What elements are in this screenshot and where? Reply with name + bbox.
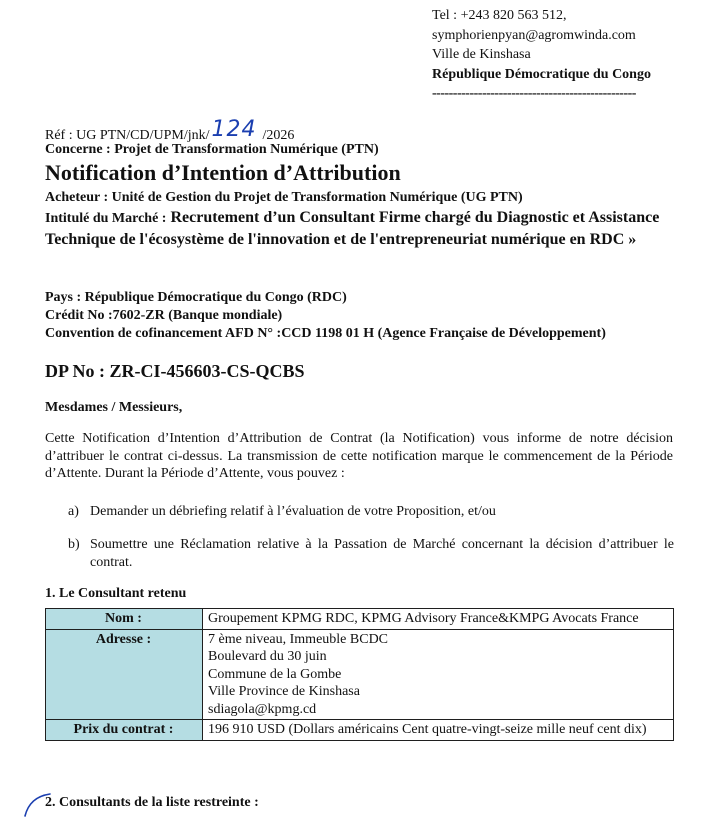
table-value: Groupement KPMG RDC, KPMG Advisory France&KMPG Avocats France (203, 609, 674, 630)
table-label: Prix du contrat : (46, 720, 203, 741)
option-marker: a) (68, 504, 79, 519)
contact-email: symphorienpyan@agromwinda.com (432, 27, 636, 43)
option-item-b (68, 536, 674, 571)
table-value: 196 910 USD (Dollars américains Cent quatre-vingt-seize mille neuf cent dix) (203, 720, 674, 741)
contact-phone: Tel : +243 820 563 512, (432, 8, 567, 23)
section-heading-shortlist: 2. Consultants de la liste restreinte : (45, 795, 259, 810)
table-row (46, 720, 674, 741)
table-value-address (203, 629, 674, 720)
table-label: Nom : (46, 609, 203, 630)
convention-line: Convention de cofinancement AFD N° :CCD 1198 01 H (Agence Française de Développement) (45, 326, 606, 341)
address-line: Ville Province de Kinshasa (208, 684, 360, 699)
consultant-table (45, 608, 674, 741)
section-heading-consultant: 1. Le Consultant retenu (45, 586, 187, 601)
salutation: Mesdames / Messieurs, (45, 400, 183, 415)
contact-city: Ville de Kinshasa (432, 47, 531, 62)
dp-number: DP No : ZR-CI-456603-CS-QCBS (45, 361, 305, 381)
table-row (46, 609, 674, 630)
option-marker: b) (68, 537, 80, 552)
credit-line: Crédit No :7602-ZR (Banque mondiale) (45, 308, 283, 323)
intitule-marche (45, 207, 685, 250)
option-text: Soumettre une Réclamation relative à la Passation de Marché concernant la décision d’attribuer le contrat. (90, 537, 674, 570)
option-text: Demander un débriefing relatif à l’évaluation de votre Proposition, et/ou (90, 504, 496, 519)
intitule-label: Intitulé du Marché : (45, 211, 167, 226)
intitule-text: Recrutement d’un Consultant Firme chargé du Diagnostic et Assistance Technique de l'écosystème de l'innovation et de l'entrepreneuriat numérique en RDC » (45, 209, 660, 248)
handwritten-reference-number: 124 (211, 117, 257, 142)
contact-country: République Démocratique du Congo (432, 66, 651, 82)
table-row (46, 629, 674, 720)
address-email: sdiagola@kpmg.cd (208, 701, 317, 717)
reference-prefix: Réf : UG PTN/CD/UPM/jnk/ (45, 128, 210, 143)
intro-paragraph: Cette Notification d’Intention d’Attribution de Contrat (la Notification) vous informe de notre décision d’attribuer le contrat ci-dessus. La transmission de cette notification marque le commencement de la Période d’Attente. Durant la Période d’Attente, vous pouvez : (45, 431, 673, 481)
acheteur-line: Acheteur : Unité de Gestion du Projet de Transformation Numérique (UG PTN) (45, 190, 523, 205)
pays-line: Pays : République Démocratique du Congo (RDC) (45, 290, 347, 305)
concerne-line: Concerne : Projet de Transformation Numérique (PTN) (45, 142, 379, 157)
address-line: 7 ème niveau, Immeuble BCDC (208, 631, 389, 647)
contact-separator: ------------------------------------------------- (432, 86, 636, 101)
address-line: Commune de la Gombe (208, 666, 342, 682)
contact-block (432, 6, 702, 104)
address-line: Boulevard du 30 juin (208, 649, 327, 664)
option-item-a (68, 503, 674, 521)
table-label: Adresse : (46, 629, 203, 720)
document-title: Notification d’Intention d’Attribution (45, 160, 401, 185)
reference-year: /2026 (262, 128, 295, 143)
